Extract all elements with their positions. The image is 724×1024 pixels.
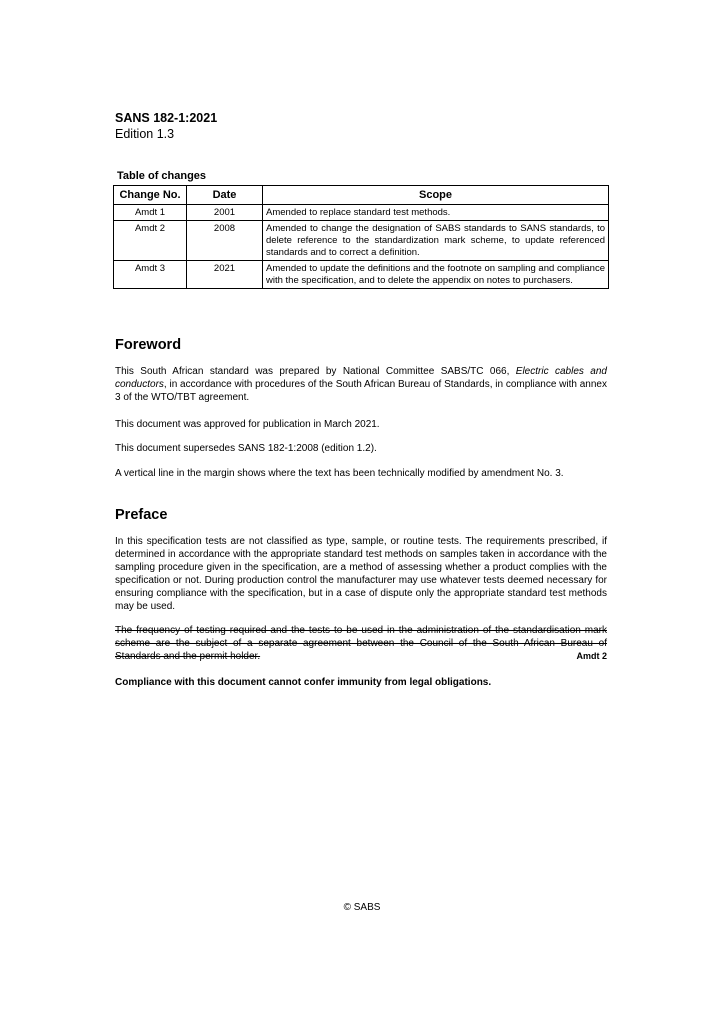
edition-label: Edition 1.3 <box>115 127 175 141</box>
foreword-paragraph-3: This document supersedes SANS 182-1:2008 (edition 1.2). <box>115 443 377 454</box>
preface-heading: Preface <box>115 507 168 523</box>
table-header-row <box>114 186 609 205</box>
foreword-paragraph-4: A vertical line in the margin shows where the text has been technically modified by amendment No. 3. <box>115 468 564 479</box>
table-of-changes <box>113 185 609 289</box>
date-cell: 2021 <box>187 261 263 289</box>
standard-number: SANS 182-1:2021 <box>115 111 218 125</box>
scope-cell: Amended to replace standard test methods. <box>263 205 609 221</box>
deleted-text: The frequency of testing required and the tests to be used in the administration of the standardisation mark scheme are the subject of a separate agreement between the Council of the South African Bureau of Standards and the permit holder. <box>115 625 607 662</box>
foreword-heading: Foreword <box>115 337 182 353</box>
column-header-scope: Scope <box>263 186 609 205</box>
change-cell: Amdt 3 <box>114 261 187 289</box>
compliance-statement: Compliance with this document cannot confer immunity from legal obligations. <box>115 677 492 688</box>
scope-cell: Amended to change the designation of SABS standards to SANS standards, to delete reference to the standardization mark scheme, to update referenced standards and to correct a definition. <box>263 221 609 261</box>
table-row <box>114 205 609 221</box>
change-cell: Amdt 2 <box>114 221 187 261</box>
table-row <box>114 261 609 289</box>
column-header-date: Date <box>187 186 263 205</box>
foreword-paragraph-2: This document was approved for publication in March 2021. <box>115 419 380 430</box>
column-header-change: Change No. <box>114 186 187 205</box>
scope-cell: Amended to update the definitions and the footnote on sampling and compliance with the specification, and to delete the appendix on notes to purchasers. <box>263 261 609 289</box>
copyright-footer: © SABS <box>343 902 381 913</box>
foreword-paragraph-1: This South African standard was prepared by National Committee SABS/TC 066, Electric cables and conductors, in accordance with procedures of the South African Bureau of Standards, in compliance with annex 3 of the WTO/TBT agreement. <box>115 366 607 403</box>
deleted-paragraph <box>115 624 607 663</box>
date-cell: 2001 <box>187 205 263 221</box>
table-of-changes-title: Table of changes <box>117 170 207 182</box>
amendment-marker: Amdt 2 <box>576 651 607 661</box>
committee-name: Electric cables and conductors <box>115 366 607 390</box>
table-row <box>114 221 609 261</box>
change-cell: Amdt 1 <box>114 205 187 221</box>
preface-paragraph-1: In this specification tests are not classified as type, sample, or routine tests. The requirements prescribed, if determined in accordance with the appropriate standard test methods on samples taken in accordance with the sampling procedure given in the specification, are a method of assessing whether a product complies with the specification or not. During production control the manufacturer may use whatever tests deemed necessary for ensuring compliance with the specification, but in a case of dispute only the appropriate standard test methods may be used. <box>115 536 607 612</box>
date-cell: 2008 <box>187 221 263 261</box>
